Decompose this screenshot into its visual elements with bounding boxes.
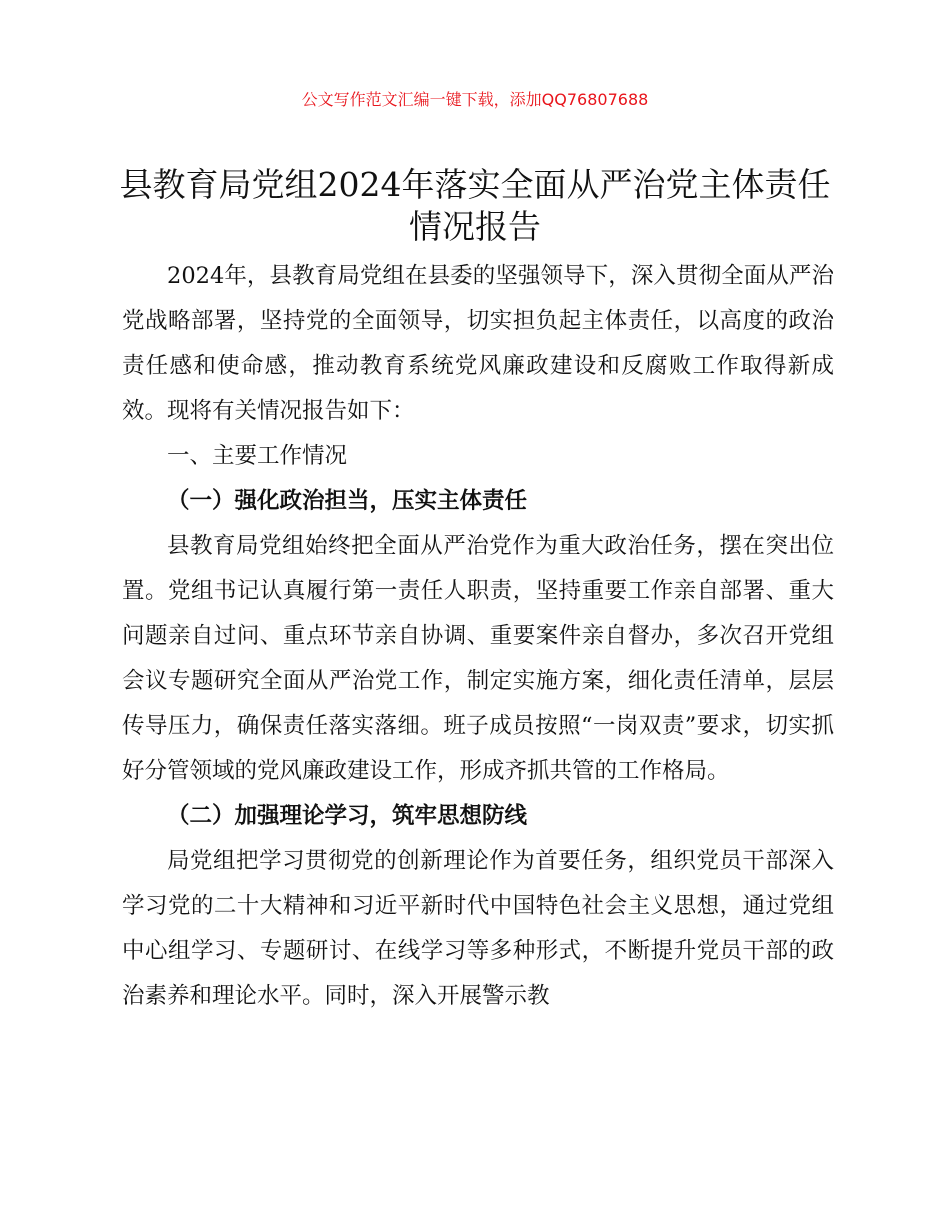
intro-paragraph: 2024年，县教育局党组在县委的坚强领导下，深入贯彻全面从严治党战略部署，坚持党的全面领导，切实担负起主体责任，以高度的政治责任感和使命感，推动教育系统党风廉政建设和反腐败工作取得新成效。现将有关情况报告如下： xyxy=(122,263,834,424)
subsection-heading-political-responsibility: （一）强化政治担当，压实主体责任 xyxy=(167,488,528,514)
document-body xyxy=(122,254,834,1019)
section-heading-main-work: 一、主要工作情况 xyxy=(167,443,348,469)
subsection-body-theory-study: 局党组把学习贯彻党的创新理论作为首要任务，组织党员干部深入学习党的二十大精神和习近平新时代中国特色社会主义思想，通过党组中心组学习、专题研讨、在线学习等多种形式，不断提升党员干部的政治素养和理论水平。同时，深入开展警示教 xyxy=(122,848,834,1009)
subsection-heading-theory-study: （二）加强理论学习，筑牢思想防线 xyxy=(167,803,528,829)
subsection-body-political-responsibility: 县教育局党组始终把全面从严治党作为重大政治任务，摆在突出位置。党组书记认真履行第一责任人职责，坚持重要工作亲自部署、重大问题亲自过问、重点环节亲自协调、重要案件亲自督办，多次召开党组会议专题研究全面从严治党工作，制定实施方案，细化责任清单，层层传导压力，确保责任落实落细。班子成员按照“一岗双责”要求，切实抓好分管领域的党风廉政建设工作，形成齐抓共管的工作格局。 xyxy=(122,533,834,784)
download-watermark: 公文写作范文汇编一键下载，添加QQ76807688 xyxy=(301,90,649,109)
document-title: 县教育局党组2024年落实全面从严治党主体责任情况报告 xyxy=(119,165,831,246)
